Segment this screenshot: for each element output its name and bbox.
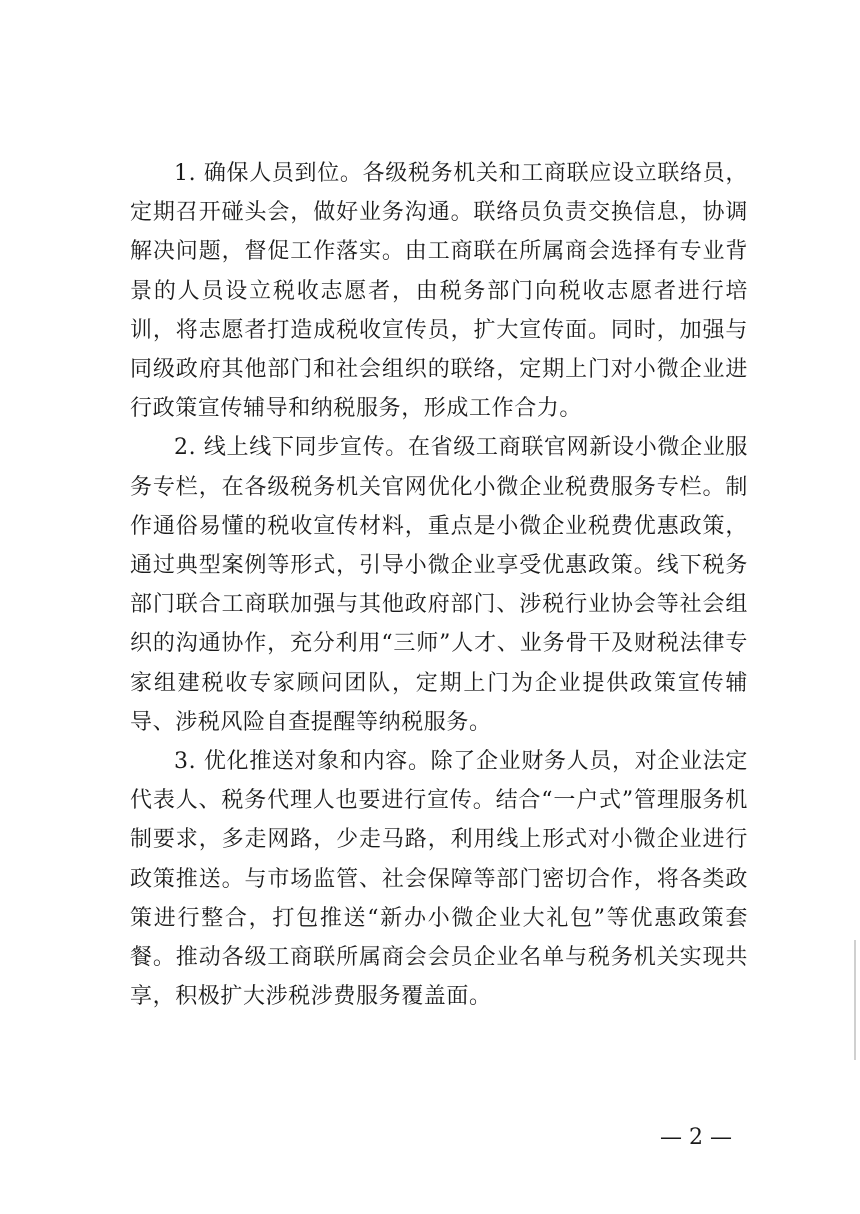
page-number: — 2 —	[660, 1125, 732, 1150]
paragraph-publicity: 2. 线上线下同步宣传。在省级工商联官网新设小微企业服务专栏，在各级税务机关官网优化小微企业税费服务专栏。制作通俗易懂的税收宣传材料，重点是小微企业税费优惠政策，通过典型案例等形式，引导小微企业享受优惠政策。线下税务部门联合工商联加强与其他政府部门、涉税行业协会等社会组织的沟通协作，充分利用“三师”人才、业务骨干及财税法律专家组建税收专家顾问团队，定期上门为企业提供政策宣传辅导、涉税风险自查提醒等纳税服务。	[130, 435, 748, 735]
body-text	[130, 154, 748, 1016]
paragraph-personnel: 1. 确保人员到位。各级税务机关和工商联应设立联络员，定期召开碰头会，做好业务沟通。联络员负责交换信息，协调解决问题，督促工作落实。由工商联在所属商会选择有专业背景的人员设立税收志愿者，由税务部门向税收志愿者进行培训，将志愿者打造成税收宣传员，扩大宣传面。同时，加强与同级政府其他部门和社会组织的联络，定期上门对小微企业进行政策宣传辅导和纳税服务，形成工作合力。	[130, 161, 748, 422]
paragraph-push-content: 3. 优化推送对象和内容。除了企业财务人员，对企业法定代表人、税务代理人也要进行宣传。结合“一户式”管理服务机制要求，多走网路，少走马路，利用线上形式对小微企业进行政策推送。与市场监管、社会保障等部门密切合作，将各类政策进行整合，打包推送“新办小微企业大礼包”等优惠政策套餐。推动各级工商联所属商会会员企业名单与税务机关实现共享，积极扩大涉税涉费服务覆盖面。	[130, 749, 748, 1010]
scan-edge-mark	[854, 940, 856, 1060]
